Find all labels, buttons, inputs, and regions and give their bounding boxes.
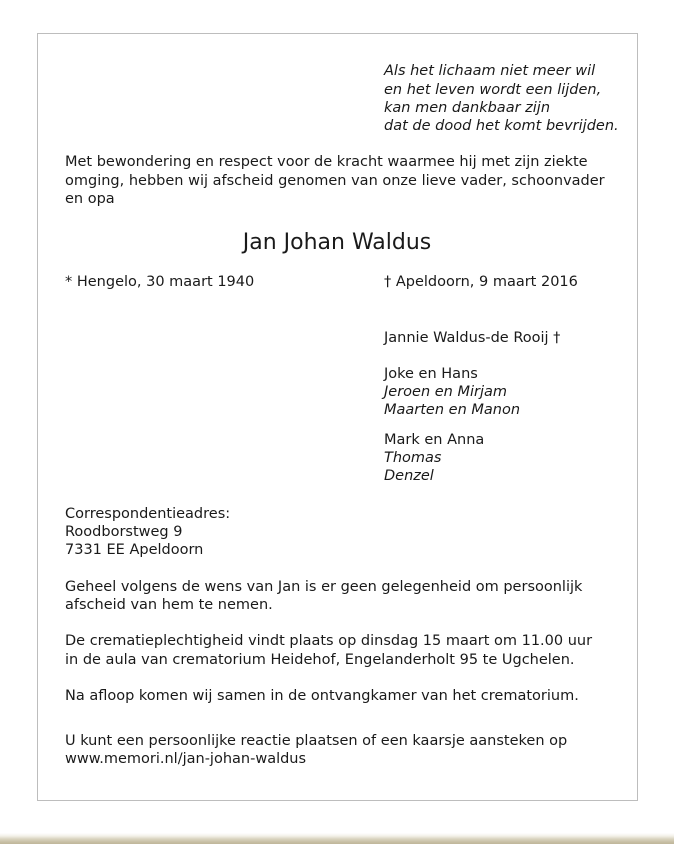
family-child: Maarten en Manon (384, 402, 521, 418)
intro-line: omging, hebben wij afscheid genomen van onze lieve vader, schoonvader (65, 173, 605, 189)
family-parents: Joke en Hans (384, 366, 478, 382)
reaction-line: U kunt een persoonlijke reactie plaatsen of een kaarsje aansteken op (65, 733, 568, 749)
intro-line: Met bewondering en respect voor de kracht waarmee hij met zijn ziekte (65, 154, 588, 170)
ceremony-line: De crematieplechtigheid vindt plaats op dinsdag 15 maart om 11.00 uur (65, 633, 593, 649)
poem-line: Als het lichaam niet meer wil (384, 63, 596, 79)
family-child: Denzel (384, 468, 434, 484)
birth-date: * Hengelo, 30 maart 1940 (65, 274, 255, 290)
poem-line: dat de dood het komt bevrijden. (384, 118, 619, 134)
poem-line: kan men dankbaar zijn (384, 100, 551, 116)
correspondence-label: Correspondentieadres: (65, 506, 231, 522)
spouse-name: Jannie Waldus-de Rooij † (384, 330, 561, 346)
memorial-link[interactable]: www.memori.nl/jan-johan-waldus (65, 751, 307, 767)
paper-edge (0, 833, 674, 844)
deceased-name: Jan Johan Waldus (242, 230, 432, 255)
ceremony-line: in de aula van crematorium Heidehof, Engelanderholt 95 te Ugchelen. (65, 652, 575, 668)
family-child: Jeroen en Mirjam (384, 384, 508, 400)
obituary-card (37, 33, 638, 801)
wish-line: Geheel volgens de wens van Jan is er geen gelegenheid om persoonlijk (65, 579, 583, 595)
after-line: Na afloop komen wij samen in de ontvangkamer van het crematorium. (65, 688, 579, 704)
intro-line: en opa (65, 191, 115, 207)
family-child: Thomas (384, 450, 442, 466)
poem-line: en het leven wordt een lijden, (384, 82, 602, 98)
wish-line: afscheid van hem te nemen. (65, 597, 273, 613)
correspondence-city: 7331 EE Apeldoorn (65, 542, 204, 558)
family-parents: Mark en Anna (384, 432, 485, 448)
correspondence-street: Roodborstweg 9 (65, 524, 183, 540)
death-date: † Apeldoorn, 9 maart 2016 (384, 274, 578, 290)
